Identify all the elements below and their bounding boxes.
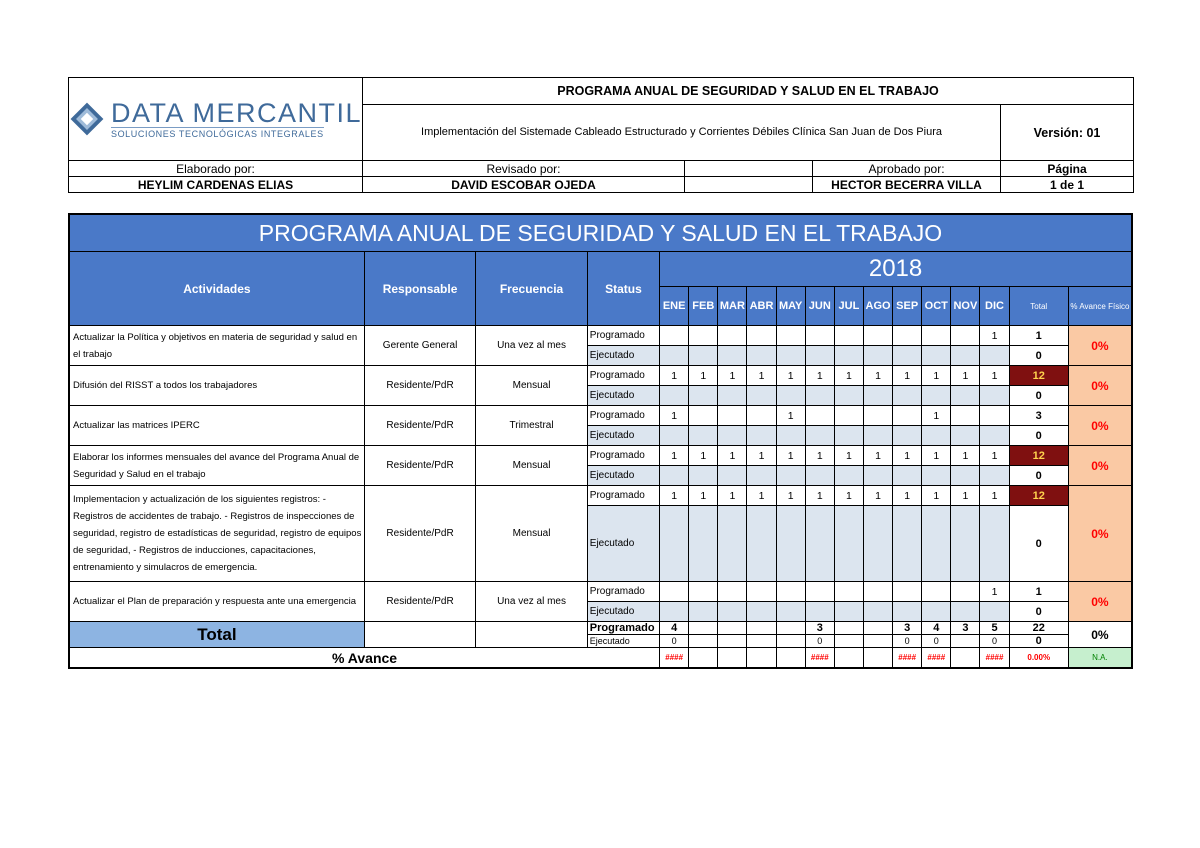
table-row	[69, 446, 1132, 466]
programado-cell	[689, 326, 718, 346]
ejecutado-cell	[863, 346, 892, 366]
total-label: Total	[69, 622, 364, 648]
avance-month-cell	[951, 648, 980, 669]
programado-cell	[863, 582, 892, 602]
avance-month-cell: ####	[660, 648, 689, 669]
total-ejecutado-cell: 0	[805, 635, 834, 648]
ejecutado-cell	[951, 602, 980, 622]
month-header-ago: AGO	[863, 287, 892, 326]
elaborado-label: Elaborado por:	[69, 161, 363, 177]
avance-month-cell: ####	[893, 648, 922, 669]
total-ejecutado-cell	[863, 635, 892, 648]
pagina-label: Página	[1001, 161, 1134, 177]
ejecutado-cell	[689, 386, 718, 406]
responsable-cell: Residente/PdR	[364, 366, 475, 406]
total-ejecutado-cell: 0	[980, 635, 1009, 648]
programado-cell: 1	[980, 486, 1009, 506]
total-ejecutado-cell	[834, 635, 863, 648]
total-programado-cell: 4	[660, 622, 689, 635]
total-ejecutado-cell	[689, 635, 718, 648]
ejecutado-cell	[718, 466, 747, 486]
total-ejecutado-cell	[718, 635, 747, 648]
ejecutado-cell	[951, 506, 980, 582]
aprobado-label: Aprobado por:	[813, 161, 1001, 177]
ejecutado-cell	[922, 466, 951, 486]
ejecutado-cell	[718, 506, 747, 582]
programado-cell	[922, 582, 951, 602]
programado-cell: 1	[863, 446, 892, 466]
total-ejecutado-cell	[951, 635, 980, 648]
ejecutado-cell	[980, 386, 1009, 406]
ejecutado-cell	[747, 602, 776, 622]
programado-cell	[951, 582, 980, 602]
ejecutado-cell	[718, 346, 747, 366]
ejecutado-cell	[805, 602, 834, 622]
ejecutado-cell	[805, 386, 834, 406]
table-row	[69, 366, 1132, 386]
programado-cell: 1	[805, 446, 834, 466]
programado-cell: 1	[776, 486, 805, 506]
month-header-sep: SEP	[893, 287, 922, 326]
ejecutado-cell	[718, 602, 747, 622]
programado-cell	[747, 326, 776, 346]
total-ejecutado: 0	[1009, 506, 1068, 582]
ejecutado-cell	[893, 426, 922, 446]
avance-month-cell: ####	[980, 648, 1009, 669]
ejecutado-cell	[660, 506, 689, 582]
ejecutado-cell	[776, 346, 805, 366]
avance-month-cell	[747, 648, 776, 669]
ejecutado-cell	[805, 466, 834, 486]
responsable-cell: Residente/PdR	[364, 446, 475, 486]
col-header-avance: % Avance Físico	[1068, 287, 1132, 326]
total-programado: 3	[1009, 406, 1068, 426]
avance-cell: 0%	[1068, 326, 1132, 366]
ejecutado-cell	[893, 602, 922, 622]
programado-cell: 1	[660, 366, 689, 386]
total-ejecutado-cell	[747, 635, 776, 648]
programado-cell: 1	[834, 486, 863, 506]
ejecutado-cell	[922, 346, 951, 366]
month-header-nov: NOV	[951, 287, 980, 326]
programado-cell	[834, 326, 863, 346]
blank-cell	[685, 161, 813, 177]
programado-cell: 1	[980, 326, 1009, 346]
programado-cell: 1	[776, 406, 805, 426]
responsable-cell: Gerente General	[364, 326, 475, 366]
programado-cell: 1	[718, 366, 747, 386]
programado-cell: 1	[922, 486, 951, 506]
ejecutado-cell	[805, 346, 834, 366]
total-programado-cell: 5	[980, 622, 1009, 635]
ejecutado-cell	[747, 426, 776, 446]
activity-cell: Actualizar la Política y objetivos en materia de seguridad y salud en el trabajo	[69, 326, 364, 366]
avance-month-cell: ####	[805, 648, 834, 669]
ejecutado-cell	[834, 426, 863, 446]
avance-month-cell	[718, 648, 747, 669]
activity-cell: Actualizar las matrices IPERC	[69, 406, 364, 446]
status-programado: Programado	[587, 582, 659, 602]
month-header-jun: JUN	[805, 287, 834, 326]
ejecutado-cell	[922, 602, 951, 622]
total-ejecutado-cell: 0	[922, 635, 951, 648]
total-programado-cell: 3	[951, 622, 980, 635]
status-ejecutado: Ejecutado	[587, 386, 659, 406]
company-logo-cell	[69, 78, 363, 161]
avance-cell: 0%	[1068, 406, 1132, 446]
programado-cell	[863, 326, 892, 346]
programado-cell: 1	[718, 486, 747, 506]
document-header	[68, 77, 1134, 193]
avance-month-cell	[863, 648, 892, 669]
avance-month-cell	[776, 648, 805, 669]
responsable-cell: Residente/PdR	[364, 406, 475, 446]
status-ejecutado: Ejecutado	[587, 466, 659, 486]
frecuencia-cell: Trimestral	[476, 406, 587, 446]
programado-cell: 1	[893, 446, 922, 466]
program-table	[68, 213, 1133, 669]
revisado-label: Revisado por:	[363, 161, 685, 177]
avance-label: % Avance	[69, 648, 660, 669]
programado-cell	[951, 326, 980, 346]
programado-cell	[893, 406, 922, 426]
ejecutado-cell	[980, 346, 1009, 366]
ejecutado-cell	[863, 386, 892, 406]
ejecutado-cell	[776, 426, 805, 446]
total-ejecutado: 0	[1009, 386, 1068, 406]
ejecutado-cell	[980, 466, 1009, 486]
blank-cell	[685, 177, 813, 193]
total-programado-cell	[689, 622, 718, 635]
ejecutado-cell	[893, 346, 922, 366]
ejecutado-cell	[834, 386, 863, 406]
elaborado-name: HEYLIM CARDENAS ELIAS	[69, 177, 363, 193]
ejecutado-cell	[689, 466, 718, 486]
ejecutado-cell	[776, 506, 805, 582]
ejecutado-cell	[893, 466, 922, 486]
ejecutado-cell	[718, 426, 747, 446]
programado-cell: 1	[951, 486, 980, 506]
programado-cell: 1	[718, 446, 747, 466]
programado-cell: 1	[922, 366, 951, 386]
programado-cell	[805, 326, 834, 346]
diamond-logo-icon	[69, 96, 105, 142]
avance-row	[69, 648, 1132, 669]
programado-cell: 1	[951, 366, 980, 386]
programado-cell	[776, 582, 805, 602]
ejecutado-cell	[747, 386, 776, 406]
avance-cell: 0%	[1068, 366, 1132, 406]
total-status-ejecutado: Ejecutado	[587, 635, 659, 648]
programado-cell	[834, 406, 863, 426]
table-row	[69, 486, 1132, 506]
table-row	[69, 582, 1132, 602]
ejecutado-cell	[776, 602, 805, 622]
ejecutado-cell	[718, 386, 747, 406]
programado-cell: 1	[834, 446, 863, 466]
programado-cell: 1	[747, 486, 776, 506]
month-header-abr: ABR	[747, 287, 776, 326]
month-header-ene: ENE	[660, 287, 689, 326]
avance-total-cell: 0.00%	[1009, 648, 1068, 669]
pagina-value: 1 de 1	[1001, 177, 1134, 193]
programado-cell: 1	[689, 366, 718, 386]
avance-cell: 0%	[1068, 486, 1132, 582]
status-ejecutado: Ejecutado	[587, 506, 659, 582]
programado-cell	[922, 326, 951, 346]
status-programado: Programado	[587, 326, 659, 346]
aprobado-name: HECTOR BECERRA VILLA	[813, 177, 1001, 193]
table-row	[69, 406, 1132, 426]
ejecutado-cell	[747, 506, 776, 582]
ejecutado-cell	[776, 466, 805, 486]
ejecutado-cell	[834, 506, 863, 582]
ejecutado-cell	[689, 346, 718, 366]
col-header-total: Total	[1009, 287, 1068, 326]
total-programado-cell: 3	[805, 622, 834, 635]
ejecutado-cell	[747, 346, 776, 366]
programado-cell: 1	[660, 406, 689, 426]
avance-cell: 0%	[1068, 582, 1132, 622]
programado-cell	[893, 582, 922, 602]
programado-cell: 1	[776, 446, 805, 466]
programado-cell: 1	[863, 486, 892, 506]
ejecutado-cell	[834, 602, 863, 622]
total-programado-cell	[776, 622, 805, 635]
programado-cell: 1	[980, 366, 1009, 386]
total-programado-cell	[747, 622, 776, 635]
status-programado: Programado	[587, 366, 659, 386]
ejecutado-cell	[951, 426, 980, 446]
responsable-cell: Residente/PdR	[364, 486, 475, 582]
programado-cell	[980, 406, 1009, 426]
ejecutado-cell	[660, 386, 689, 406]
ejecutado-cell	[660, 466, 689, 486]
document-version: Versión: 01	[1001, 105, 1134, 161]
revisado-name: DAVID ESCOBAR OJEDA	[363, 177, 685, 193]
grand-total-programado: 22	[1009, 622, 1068, 635]
ejecutado-cell	[893, 386, 922, 406]
programado-cell: 1	[834, 366, 863, 386]
ejecutado-cell	[805, 426, 834, 446]
ejecutado-cell	[660, 602, 689, 622]
total-ejecutado: 0	[1009, 346, 1068, 366]
programado-cell: 1	[922, 446, 951, 466]
total-programado: 1	[1009, 582, 1068, 602]
programado-cell	[718, 326, 747, 346]
blank-cell	[364, 622, 475, 648]
frecuencia-cell: Una vez al mes	[476, 582, 587, 622]
programado-cell	[689, 406, 718, 426]
ejecutado-cell	[922, 386, 951, 406]
programado-cell: 1	[747, 446, 776, 466]
ejecutado-cell	[660, 346, 689, 366]
frecuencia-cell: Mensual	[476, 366, 587, 406]
programado-cell	[689, 582, 718, 602]
frecuencia-cell: Una vez al mes	[476, 326, 587, 366]
activity-cell: Implementacion y actualización de los siguientes registros: - Registros de accidentes de trabajo. - Registros de inspecciones de seguridad, registro de estadísticas de seguridad, registro de equipos de seguridad, - Registros de inducciones, capacitaciones, entrenamiento y simulacros de emergencia.	[69, 486, 364, 582]
programado-cell	[805, 582, 834, 602]
status-ejecutado: Ejecutado	[587, 426, 659, 446]
total-avance-cell: 0%	[1068, 622, 1132, 648]
programado-cell	[660, 582, 689, 602]
ejecutado-cell	[747, 466, 776, 486]
grand-total-ejecutado: 0	[1009, 635, 1068, 648]
ejecutado-cell	[922, 506, 951, 582]
ejecutado-cell	[863, 466, 892, 486]
avance-cell: 0%	[1068, 446, 1132, 486]
responsable-cell: Residente/PdR	[364, 582, 475, 622]
ejecutado-cell	[689, 426, 718, 446]
company-logo	[69, 78, 362, 160]
programado-cell: 1	[689, 446, 718, 466]
ejecutado-cell	[922, 426, 951, 446]
avance-month-cell	[689, 648, 718, 669]
document-title: PROGRAMA ANUAL DE SEGURIDAD Y SALUD EN EL TRABAJO	[363, 78, 1134, 105]
total-row	[69, 622, 1132, 635]
total-programado-cell	[718, 622, 747, 635]
programado-cell: 1	[980, 446, 1009, 466]
programado-cell: 1	[660, 486, 689, 506]
activity-cell: Elaborar los informes mensuales del avance del Programa Anual de Seguridad y Salud en el trabajo	[69, 446, 364, 486]
month-header-feb: FEB	[689, 287, 718, 326]
ejecutado-cell	[689, 602, 718, 622]
activity-cell: Actualizar el Plan de preparación y respuesta ante una emergencia	[69, 582, 364, 622]
activity-cell: Difusión del RISST a todos los trabajadores	[69, 366, 364, 406]
ejecutado-cell	[951, 466, 980, 486]
programado-cell: 1	[893, 486, 922, 506]
programado-cell	[834, 582, 863, 602]
total-programado-cell: 3	[893, 622, 922, 635]
avance-month-cell: ####	[922, 648, 951, 669]
ejecutado-cell	[863, 426, 892, 446]
col-header-actividades: Actividades	[69, 252, 364, 326]
total-ejecutado-cell	[776, 635, 805, 648]
ejecutado-cell	[776, 386, 805, 406]
col-header-responsable: Responsable	[364, 252, 475, 326]
status-programado: Programado	[587, 406, 659, 426]
ejecutado-cell	[980, 506, 1009, 582]
ejecutado-cell	[689, 506, 718, 582]
programado-cell	[776, 326, 805, 346]
ejecutado-cell	[980, 426, 1009, 446]
col-header-status: Status	[587, 252, 659, 326]
programado-cell	[747, 582, 776, 602]
month-header-oct: OCT	[922, 287, 951, 326]
total-ejecutado-cell: 0	[893, 635, 922, 648]
total-programado: 12	[1009, 366, 1068, 386]
programado-cell	[747, 406, 776, 426]
total-ejecutado: 0	[1009, 426, 1068, 446]
programado-cell: 1	[660, 446, 689, 466]
total-ejecutado: 0	[1009, 466, 1068, 486]
table-row	[69, 326, 1132, 346]
total-programado-cell: 4	[922, 622, 951, 635]
col-header-frecuencia: Frecuencia	[476, 252, 587, 326]
programado-cell	[718, 582, 747, 602]
ejecutado-cell	[834, 466, 863, 486]
ejecutado-cell	[863, 602, 892, 622]
year-header: 2018	[660, 252, 1132, 287]
programado-cell: 1	[805, 366, 834, 386]
total-status-programado: Programado	[587, 622, 659, 635]
month-header-jul: JUL	[834, 287, 863, 326]
month-header-may: MAY	[776, 287, 805, 326]
ejecutado-cell	[660, 426, 689, 446]
company-name: DATA MERCANTIL	[110, 98, 362, 128]
total-programado: 12	[1009, 486, 1068, 506]
blank-cell	[476, 622, 587, 648]
programado-cell: 1	[805, 486, 834, 506]
document-subtitle: Implementación del Sistemade Cableado Estructurado y Corrientes Débiles Clínica San Juan de Dos Piura	[363, 105, 1001, 161]
total-ejecutado-cell: 0	[660, 635, 689, 648]
programado-cell	[951, 406, 980, 426]
ejecutado-cell	[893, 506, 922, 582]
ejecutado-cell	[951, 346, 980, 366]
total-programado-cell	[863, 622, 892, 635]
status-programado: Programado	[587, 486, 659, 506]
ejecutado-cell	[980, 602, 1009, 622]
status-ejecutado: Ejecutado	[587, 346, 659, 366]
status-programado: Programado	[587, 446, 659, 466]
company-tagline: SOLUCIONES TECNOLÓGICAS INTEGRALES	[110, 129, 324, 139]
programado-cell: 1	[893, 366, 922, 386]
programado-cell	[863, 406, 892, 426]
ejecutado-cell	[834, 346, 863, 366]
programado-cell: 1	[980, 582, 1009, 602]
avance-month-cell	[834, 648, 863, 669]
ejecutado-cell	[951, 386, 980, 406]
ejecutado-cell	[863, 506, 892, 582]
month-header-mar: MAR	[718, 287, 747, 326]
table-title: PROGRAMA ANUAL DE SEGURIDAD Y SALUD EN EL TRABAJO	[69, 214, 1132, 252]
programado-cell: 1	[776, 366, 805, 386]
programado-cell	[805, 406, 834, 426]
programado-cell	[718, 406, 747, 426]
frecuencia-cell: Mensual	[476, 486, 587, 582]
status-ejecutado: Ejecutado	[587, 602, 659, 622]
frecuencia-cell: Mensual	[476, 446, 587, 486]
total-programado-cell	[834, 622, 863, 635]
ejecutado-cell	[805, 506, 834, 582]
programado-cell: 1	[689, 486, 718, 506]
total-programado: 12	[1009, 446, 1068, 466]
month-header-dic: DIC	[980, 287, 1009, 326]
programado-cell: 1	[922, 406, 951, 426]
programado-cell: 1	[951, 446, 980, 466]
programado-cell: 1	[747, 366, 776, 386]
total-programado: 1	[1009, 326, 1068, 346]
avance-fisico-cell: N.A.	[1068, 648, 1132, 669]
programado-cell	[893, 326, 922, 346]
programado-cell: 1	[863, 366, 892, 386]
programado-cell	[660, 326, 689, 346]
total-ejecutado: 0	[1009, 602, 1068, 622]
